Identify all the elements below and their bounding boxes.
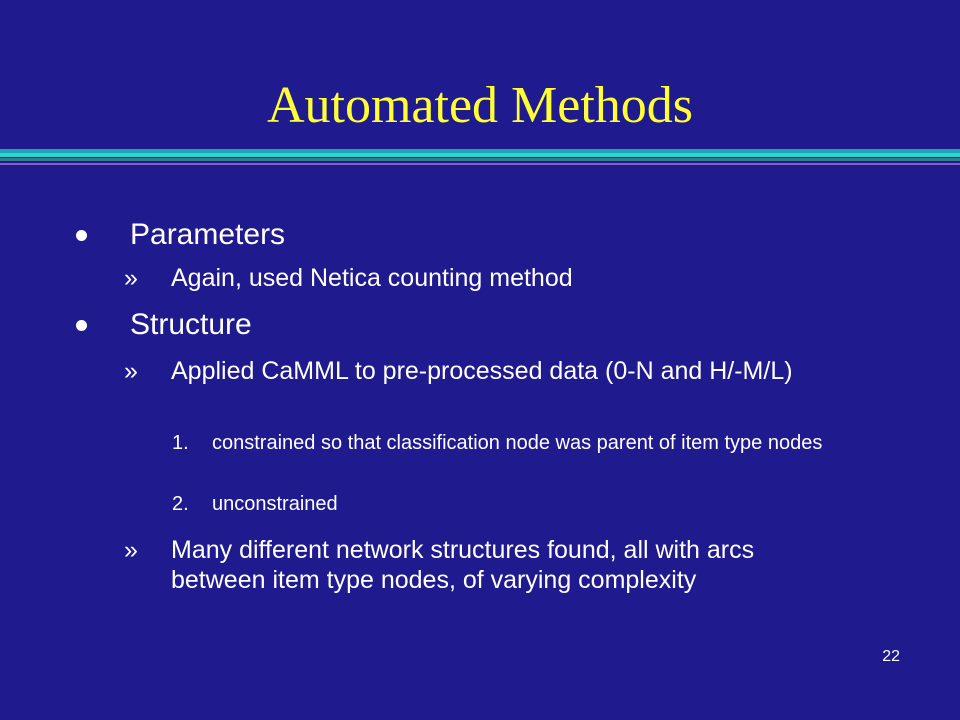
sub-bullet-marker: » <box>124 357 138 385</box>
sub-bullet-text: Applied CaMML to pre-processed data (0-N and H/-M/L) <box>171 357 793 385</box>
title-divider <box>0 153 960 157</box>
sub-bullet-text: Again, used Netica counting method <box>171 264 573 292</box>
bullet-label: Parameters <box>130 218 286 251</box>
sub-bullet-text: Many different network structures found, all with arcs between item type nodes, of varying complexity <box>171 536 755 594</box>
slide-title: Automated Methods <box>266 77 694 134</box>
sub-bullet-marker: » <box>124 536 138 564</box>
numbered-item-text: unconstrained <box>212 493 338 515</box>
bullet-dot-icon <box>76 320 87 331</box>
numbered-item-number: 1. <box>172 432 189 454</box>
title-divider <box>0 163 960 165</box>
page-number: 22 <box>882 648 900 665</box>
bullet-dot-icon <box>76 230 87 241</box>
numbered-item-number: 2. <box>172 493 189 515</box>
sub-bullet-marker: » <box>124 264 138 292</box>
bullet-label: Structure <box>130 308 252 341</box>
numbered-item-text: constrained so that classification node was parent of item type nodes <box>212 432 823 454</box>
title-divider <box>0 158 960 161</box>
